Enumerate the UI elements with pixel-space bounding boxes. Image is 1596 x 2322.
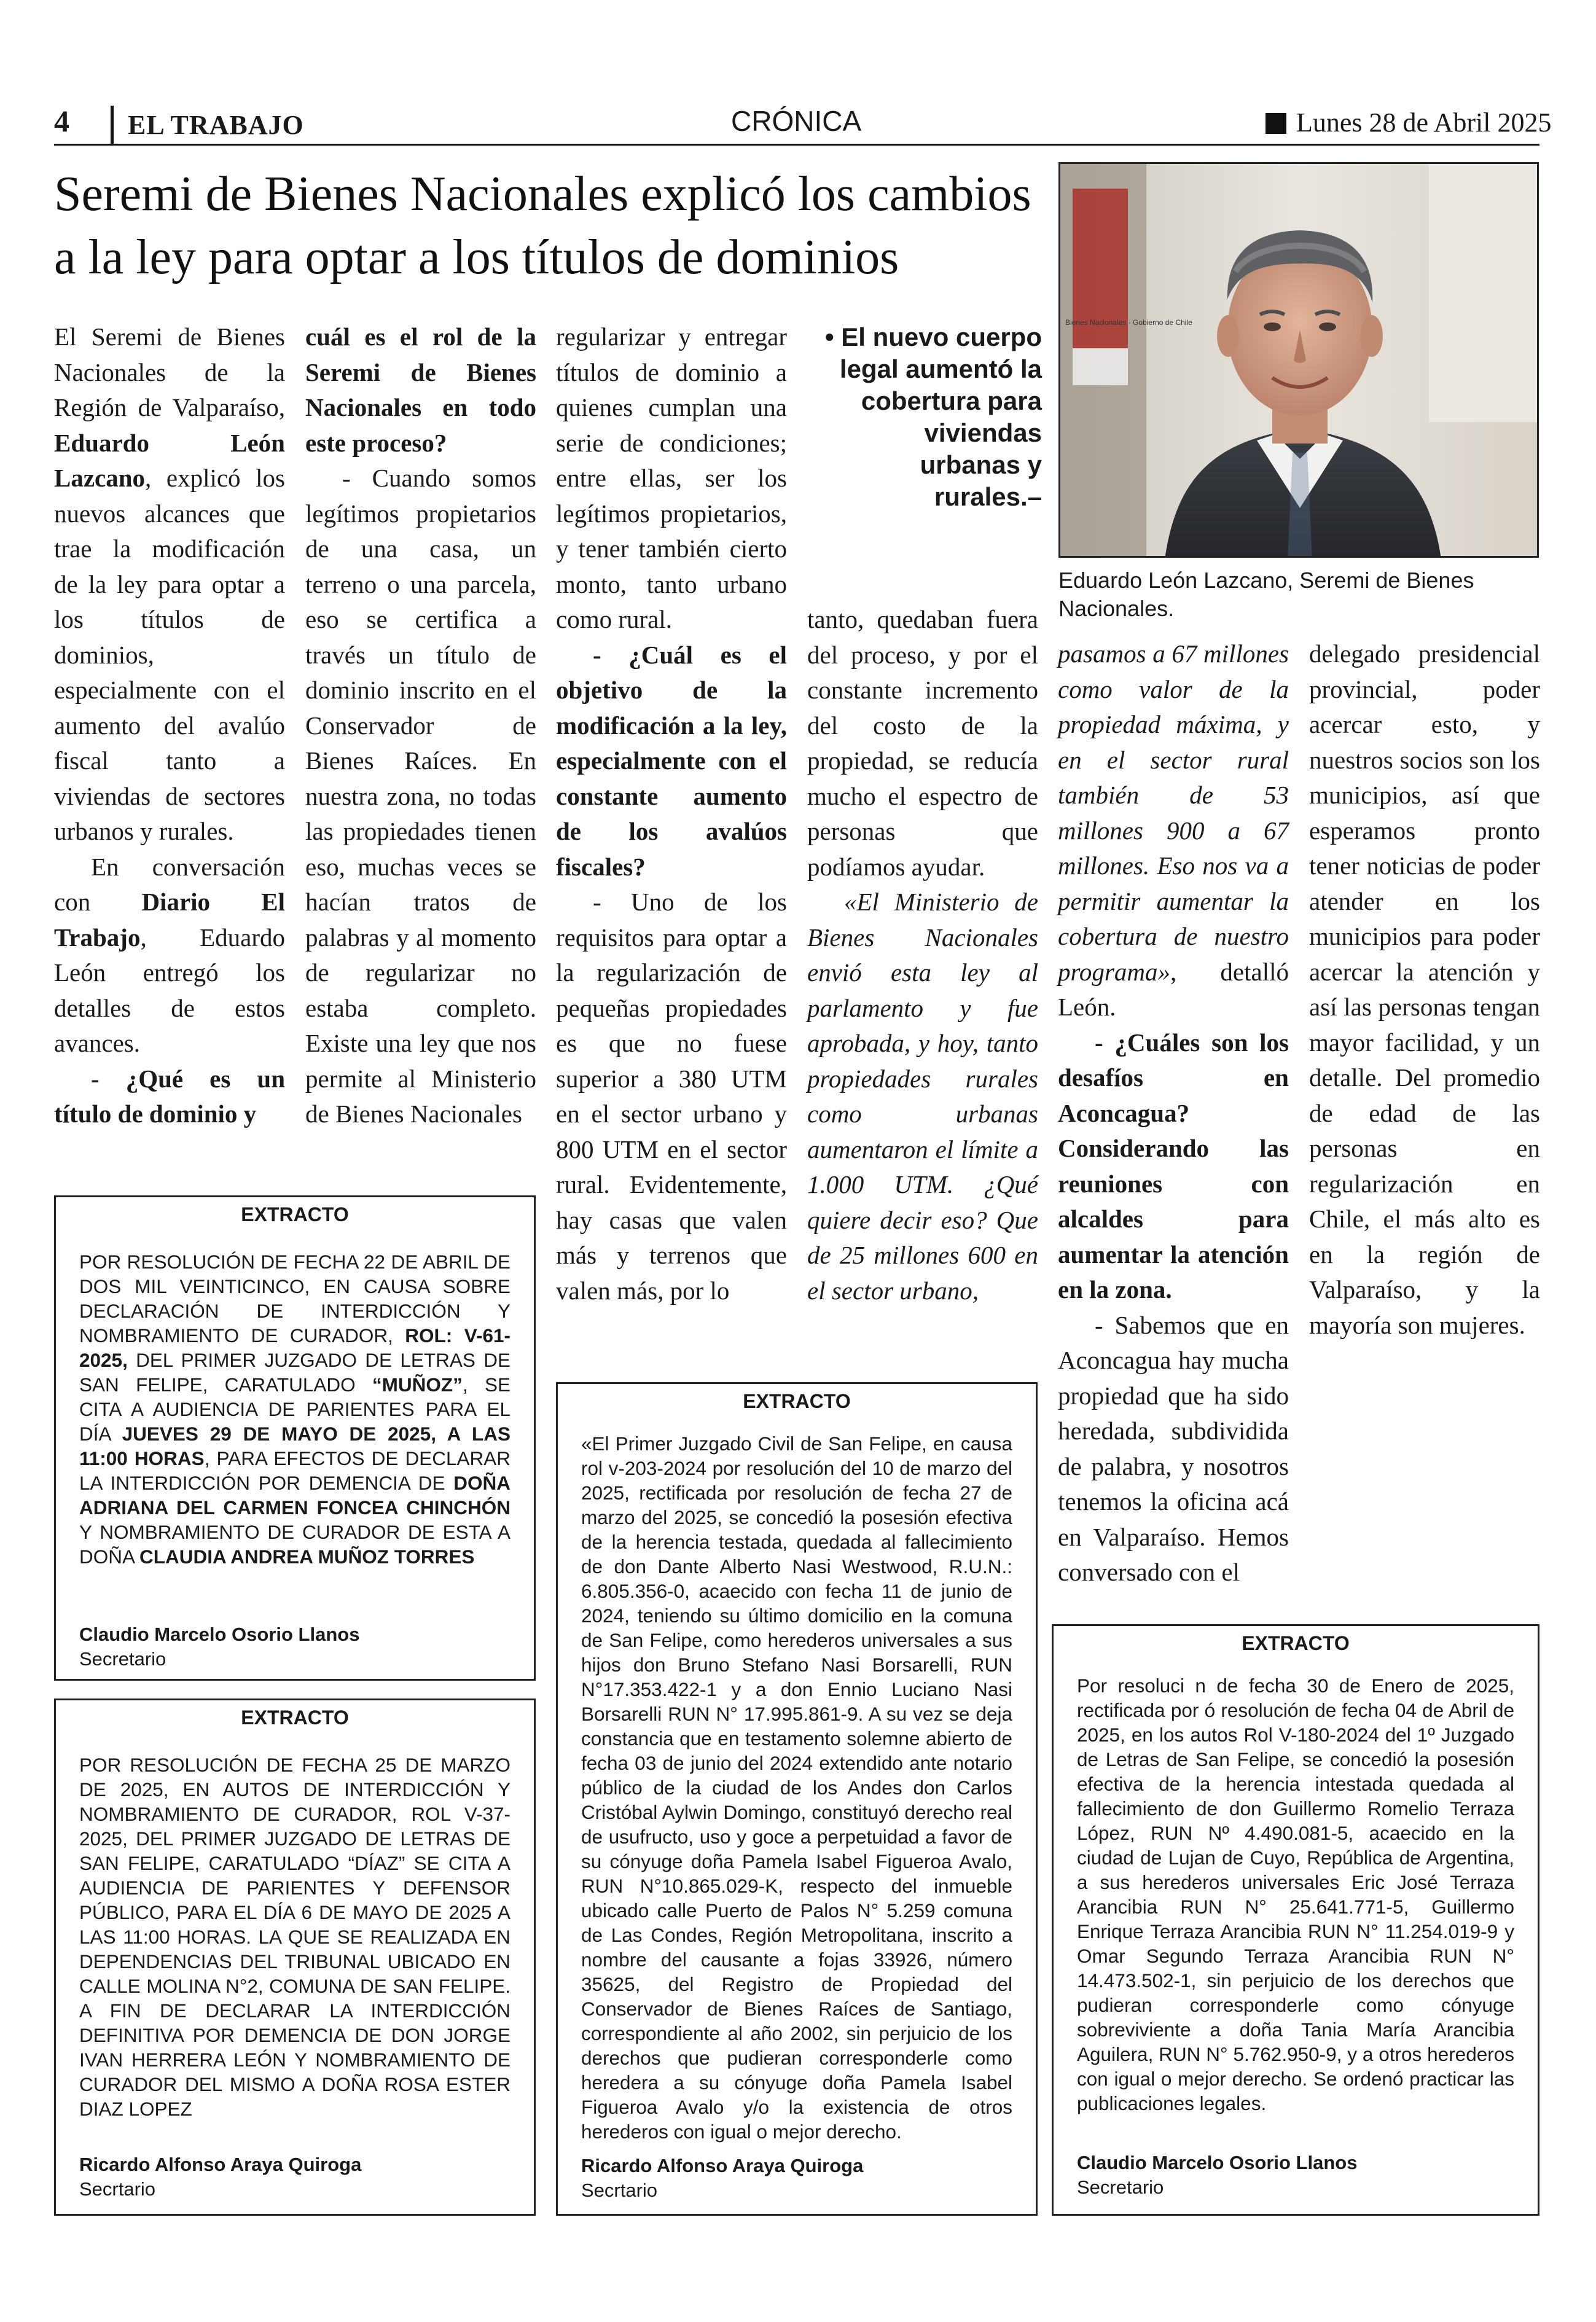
- quote-paragraph: pasamos a 67 millones como valor de la propiedad máxima, y en el sector rural también de 53 millones 900 a 67 millones. Eso nos va a permitir aumentar la cobertura de nuestro programa», detalló León.: [1058, 639, 1289, 1021]
- header-separator: [111, 106, 114, 144]
- article-column-2: [305, 319, 536, 1132]
- notice-title: EXTRACTO: [241, 1706, 349, 1729]
- notice-signature: [1077, 2151, 1357, 2200]
- notice-role: Secrtario: [79, 2178, 156, 2200]
- portrait-photo: [1058, 162, 1539, 558]
- notice-body: Por resoluci n de fecha 30 de Enero de 2025, rectificada por ó resolución de fecha 04 de Abril de 2025, en los autos Rol V-180-2024 del 1º Juzgado de Letras de San Felipe, se concedió la posesión efectiva de la herencia intestada quedada al fallecimiento de don Guillermo Romelio Terraza López, RUN Nº 4.490.081-5, acaecido en la ciudad de Lujan de Cuyo, República de Argentina, a sus herederos universales Eric José Terraza Arancibia RUN N° 25.641.771-5, Guillermo Enrique Terraza Arancibia RUN N° 11.254.019-9 y Omar Segundo Terraza Arancibia RUN N° 14.473.502-1, sin perjuicio de los derechos que pudieran corresponderle como cónyuge sobreviviente a doña Tania María Arancibia Aguilera, RUN N° 5.762.950-9, y a otros herederos con igual o mejor derecho. Se ordenó practicar las publicaciones legales.: [1077, 1675, 1514, 2114]
- notice-title: EXTRACTO: [241, 1203, 349, 1226]
- article-paragraph: - Uno de los requisitos para optar a la regularización de pequeñas propiedades es que no fuese superior a 380 UTM en el sector urbano y 800 UTM en el sector rural. Evidentemente, hay casas que valen más y terrenos que valen más, por lo: [556, 888, 787, 1305]
- header-rule: [54, 144, 1539, 146]
- interview-question: - ¿Qué es un título de dominio y: [54, 1064, 285, 1128]
- article-paragraph: - Cuando somos legítimos propietarios de una casa, un terreno o una parcela, eso se certifica a través un título de dominio inscrito en el Conservador de Bienes Raíces. En nuestra zona, no todas las propiedades tienen eso, muchas veces se hacían tratos de palabras y al momento de regularizar no estaba completo. Existe una ley que nos permite al Ministerio de Bienes Nacionales: [305, 464, 536, 1128]
- notice-signer: Claudio Marcelo Osorio Llanos: [1077, 2152, 1358, 2173]
- page-number: 4: [54, 104, 69, 138]
- notice-role: Secrtario: [581, 2179, 658, 2201]
- article-paragraph: El Seremi de Bienes Nacionales de la Región de Valparaíso, Eduardo León Lazcano, explicó los nuevos alcances que trae la modificación de la ley para optar a los títulos de dominios, especialmente con el aumento del avalúo fiscal tanto a viviendas de sectores urbanos y rurales.: [54, 322, 285, 845]
- article-deck: • El nuevo cuerpo legal aumentó la cobertura para viviendas urbanas y rurales.–: [824, 322, 1042, 511]
- legal-notice-3: [556, 1382, 1038, 2216]
- article-column-5: [1058, 636, 1289, 1590]
- interview-question: - ¿Cuál es el objetivo de la modificación a la ley, especialmente con el constante aumento de los avalúos fiscales?: [556, 640, 787, 881]
- photo-caption: Eduardo León Lazcano, Seremi de Bienes Nacionales.: [1058, 568, 1474, 621]
- article-column-1: [54, 319, 285, 1132]
- article-paragraph: - Sabemos que en Aconcagua hay mucha propiedad que ha sido heredada, subdividida de palabra, y nosotros tenemos la oficina acá en Valparaíso. Hemos conversado con el: [1058, 1310, 1289, 1586]
- quote-paragraph: «El Ministerio de Bienes Nacionales envió esta ley al parlamento y fue aprobada, y hoy, tanto propiedades rurales como urbanas aumentaron el límite a 1.000 UTM. ¿Qué quiere decir eso? Que de 25 millones 600 en el sector urbano,: [807, 888, 1038, 1305]
- issue-date: Lunes 28 de Abril 2025: [1296, 108, 1552, 138]
- notice-title: EXTRACTO: [743, 1390, 851, 1412]
- article-paragraph: En conversación con Diario El Trabajo, Eduardo León entregó los detalles de estos avances.: [54, 852, 285, 1057]
- portrait-illustration: [1060, 164, 1539, 558]
- interview-question: - ¿Cuáles son los desafíos en Aconcagua? Considerando las reuniones con alcaldes para aumentar la atención en la zona.: [1058, 1028, 1289, 1304]
- legal-notice-2: [54, 1698, 536, 2216]
- article-paragraph: tanto, quedaban fuera del proceso, y por el constante incremento del costo de la propiedad, se reducía mucho el espectro de personas que podíamos ayudar.: [807, 605, 1038, 881]
- article-paragraph: delegado presidencial provincial, poder acercar esto, y nuestros socios son los municipios, así que esperamos pronto tener noticias de poder atender en los municipios para poder acercar la atención y así las personas tengan mayor facilidad, y un detalle. Del promedio de edad de las personas en regularización en Chile, el más alto es en la región de Valparaíso, y la mayoría son mujeres.: [1309, 639, 1540, 1339]
- interview-question: cuál es el rol de la Seremi de Bienes Nacionales en todo este proceso?: [305, 322, 536, 457]
- newspaper-name: EL TRABAJO: [128, 110, 304, 140]
- notice-signature: [581, 2154, 863, 2203]
- article-column-6: [1309, 636, 1540, 1343]
- notice-signature: [79, 1622, 359, 1671]
- notice-signer: Ricardo Alfonso Araya Quiroga: [79, 2154, 362, 2175]
- notice-role: Secretario: [1077, 2176, 1164, 2198]
- article-column-4: [807, 602, 1038, 1308]
- notice-body: POR RESOLUCIÓN DE FECHA 25 DE MARZO DE 2025, EN AUTOS DE INTERDICCIÓN Y NOMBRAMIENTO DE CURADOR, ROL V-37-2025, DEL PRIMER JUZGADO DE LETRAS DE SAN FELIPE, CARATULADO “DÍAZ” SE CITA A AUDIENCIA DE PARIENTES Y DEFENSOR PÚBLICO, PARA EL DÍA 6 DE MAYO DE 2025 A LAS 11:00 HORAS. LA QUE SE REALIZADA EN DEPENDENCIAS DEL TRIBUNAL UBICADO EN CALLE MOLINA N°2, COMUNA DE SAN FELIPE. A FIN DE DECLARAR LA INTERDICCIÓN DEFINITIVA POR DEMENCIA DE DON JORGE IVAN HERRERA LEÓN Y NOMBRAMIENTO DE CURADOR DEL MISMO A DOÑA ROSA ESTER DIAZ LOPEZ: [79, 1754, 510, 2120]
- notice-body: POR RESOLUCIÓN DE FECHA 22 DE ABRIL DE DOS MIL VEINTICINCO, EN CAUSA SOBRE DECLARACIÓN DE INTERDICCIÓN Y NOMBRAMIENTO DE CURADOR, ROL: V-61-2025, DEL PRIMER JUZGADO DE LETRAS DE SAN FELIPE, CARATULADO “MUÑOZ”, SE CITA A AUDIENCIA DE PARIENTES PARA EL DÍA JUEVES 29 DE MAYO DE 2025, A LAS 11:00 HORAS, PARA EFECTOS DE DECLARAR LA INTERDICCIÓN POR DEMENCIA DE DOÑA ADRIANA DEL CARMEN FONCEA CHINCHÓN Y NOMBRAMIENTO DE CURADOR DE ESTA A DOÑA CLAUDIA ANDREA MUÑOZ TORRES: [79, 1251, 510, 1568]
- section-title: CRÓNICA: [731, 105, 862, 137]
- notice-signature: [79, 2152, 361, 2202]
- notice-signer: Claudio Marcelo Osorio Llanos: [79, 1624, 360, 1645]
- legal-notice-1: [54, 1195, 536, 1681]
- headline: Seremi de Bienes Nacionales explicó los cambios a la ley para optar a los títulos de dominios: [54, 167, 1031, 284]
- flag-text: Bienes Nacionales · Gobierno de Chile: [1065, 318, 1192, 327]
- square-bullet-icon: [1265, 113, 1286, 134]
- article-column-3: [556, 319, 787, 1308]
- legal-notice-4: [1052, 1624, 1539, 2216]
- notice-signer: Ricardo Alfonso Araya Quiroga: [581, 2155, 864, 2176]
- article-paragraph: regularizar y entregar títulos de dominio a quienes cumplan una serie de condiciones; entre ellas, ser los legítimos propietarios, y tener también cierto monto, tanto urbano como rural.: [556, 322, 787, 633]
- notice-body: «El Primer Juzgado Civil de San Felipe, en causa rol v-203-2024 por resolución del 10 de marzo del 2025, rectificada por resolución de fecha 27 de marzo del 2025, se concedió la posesión efectiva de la herencia testada, quedada al fallecimiento de don Dante Alberto Nasi Westwood, R.U.N.: 6.805.356-0, acaecido con fecha 11 de junio de 2024, teniendo su último domicilio en la comuna de San Felipe, como herederos universales a sus hijos don Bruno Stefano Nasi Borsarelli, RUN N°17.353.422-1 y a don Ennio Luciano Nasi Borsarelli RUN N° 17.995.861-9. A su vez se deja constancia que en testamento solemne abierto de fecha 03 de junio del 2024 extendido ante notario público de la ciudad de los Andes don Carlos Cristóbal Aylwin Domingo, constituyó derecho real de usufructo, uso y goce a perpetuidad a favor de su cónyuge doña Pamela Isabel Figueroa Avalo, RUN N°10.865.029-K, respecto del inmueble ubicado calle Puerto de Palos N° 5.259 comuna de Las Condes, Región Metropolitana, inscrito a nombre del causante a fojas 33926, número 35625, del Registro de Propiedad del Conservador de Bienes Raíces de Santiago, correspondiente al año 2002, sin perjuicio de los derechos que pudieran corresponderle como heredera a su cónyuge doña Pamela Isabel Figueroa Avalo y/o la existencia de otros herederos con igual o mejor derecho.: [581, 1433, 1012, 2143]
- notice-title: EXTRACTO: [1242, 1632, 1350, 1654]
- notice-role: Secretario: [79, 1648, 166, 1670]
